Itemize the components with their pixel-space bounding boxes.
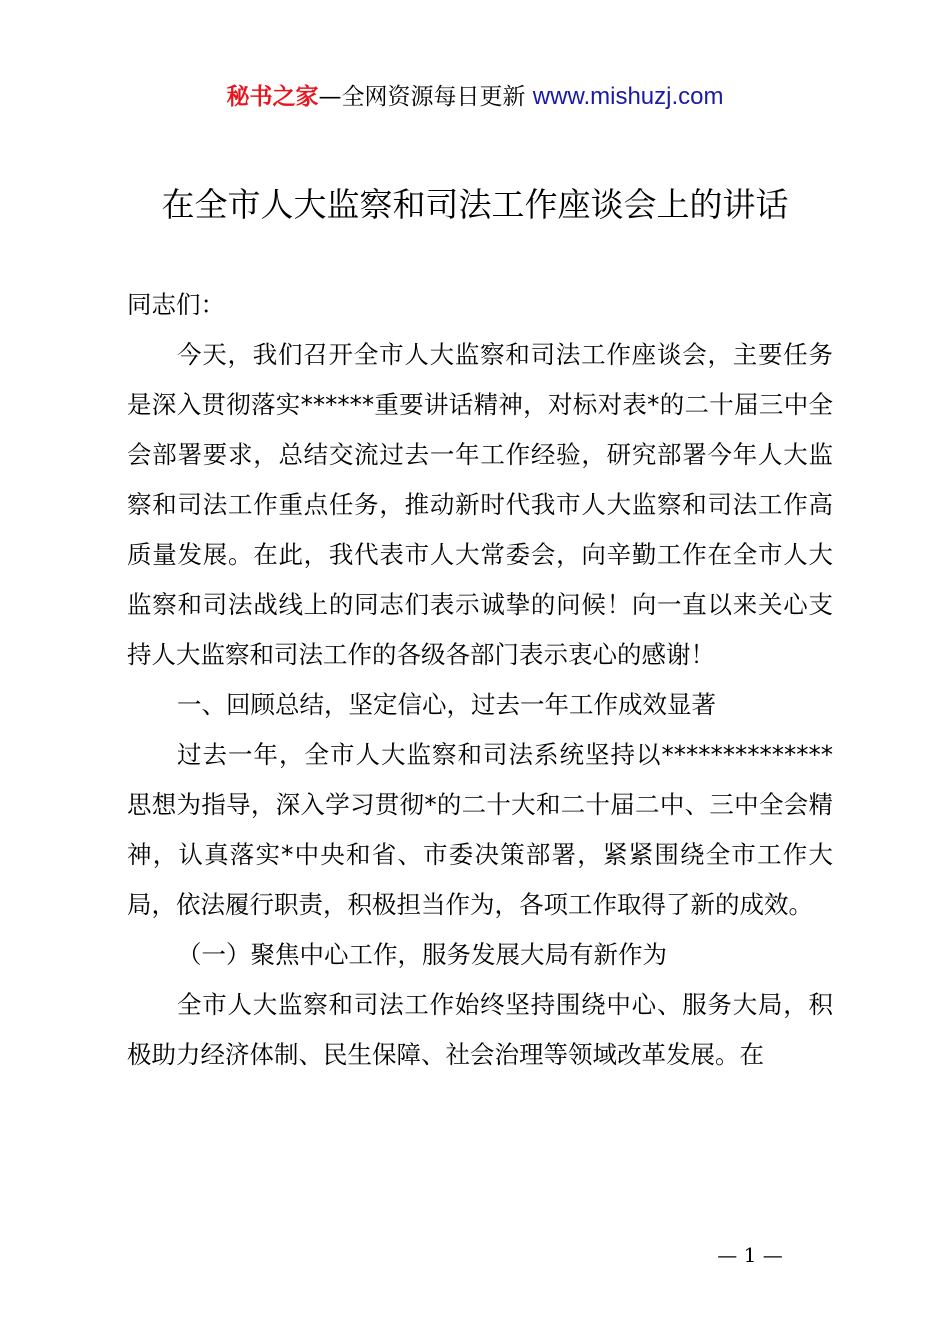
paragraph-review: 过去一年，全市人大监察和司法系统坚持以**************思想为指导，深入学习贯彻*的二十大和二十届二中、三中全会精神，认真落实*中央和省、市委决策部署，紧紧围绕全市工作大局，依法履行职责，积极担当作为，各项工作取得了新的成效。 xyxy=(127,740,833,919)
site-url-link[interactable]: www.mishuzj.com xyxy=(532,83,724,110)
salutation: 同志们： xyxy=(127,290,225,319)
site-banner xyxy=(0,82,950,112)
brand-name: 秘书之家 xyxy=(226,84,319,110)
section-heading-1: 一、回顾总结，坚定信心，过去一年工作成效显著 xyxy=(177,690,716,719)
document-body xyxy=(127,280,833,1080)
subsection-heading-1: （一）聚焦中心工作，服务发展大局有新作为 xyxy=(177,940,667,969)
page-number: — 1 — xyxy=(717,1243,783,1267)
paragraph-intro: 今天，我们召开全市人大监察和司法工作座谈会，主要任务是深入贯彻落实******重要讲话精神，对标对表*的二十届三中全会部署要求，总结交流过去一年工作经验，研究部署今年人大监察和司法工作重点任务，推动新时代我市人大监察和司法工作高质量发展。在此，我代表市人大常委会，向辛勤工作在全市人大监察和司法战线上的同志们表示诚挚的问候！向一直以来关心支持人大监察和司法工作的各级各部门表示衷心的感谢！ xyxy=(127,340,833,669)
banner-tagline: —全网资源每日更新 xyxy=(318,84,533,110)
document-title: 在全市人大监察和司法工作座谈会上的讲话 xyxy=(161,185,789,224)
paragraph-subsection-1: 全市人大监察和司法工作始终坚持围绕中心、服务大局，积极助力经济体制、民生保障、社会治理等领域改革发展。在 xyxy=(127,990,833,1069)
